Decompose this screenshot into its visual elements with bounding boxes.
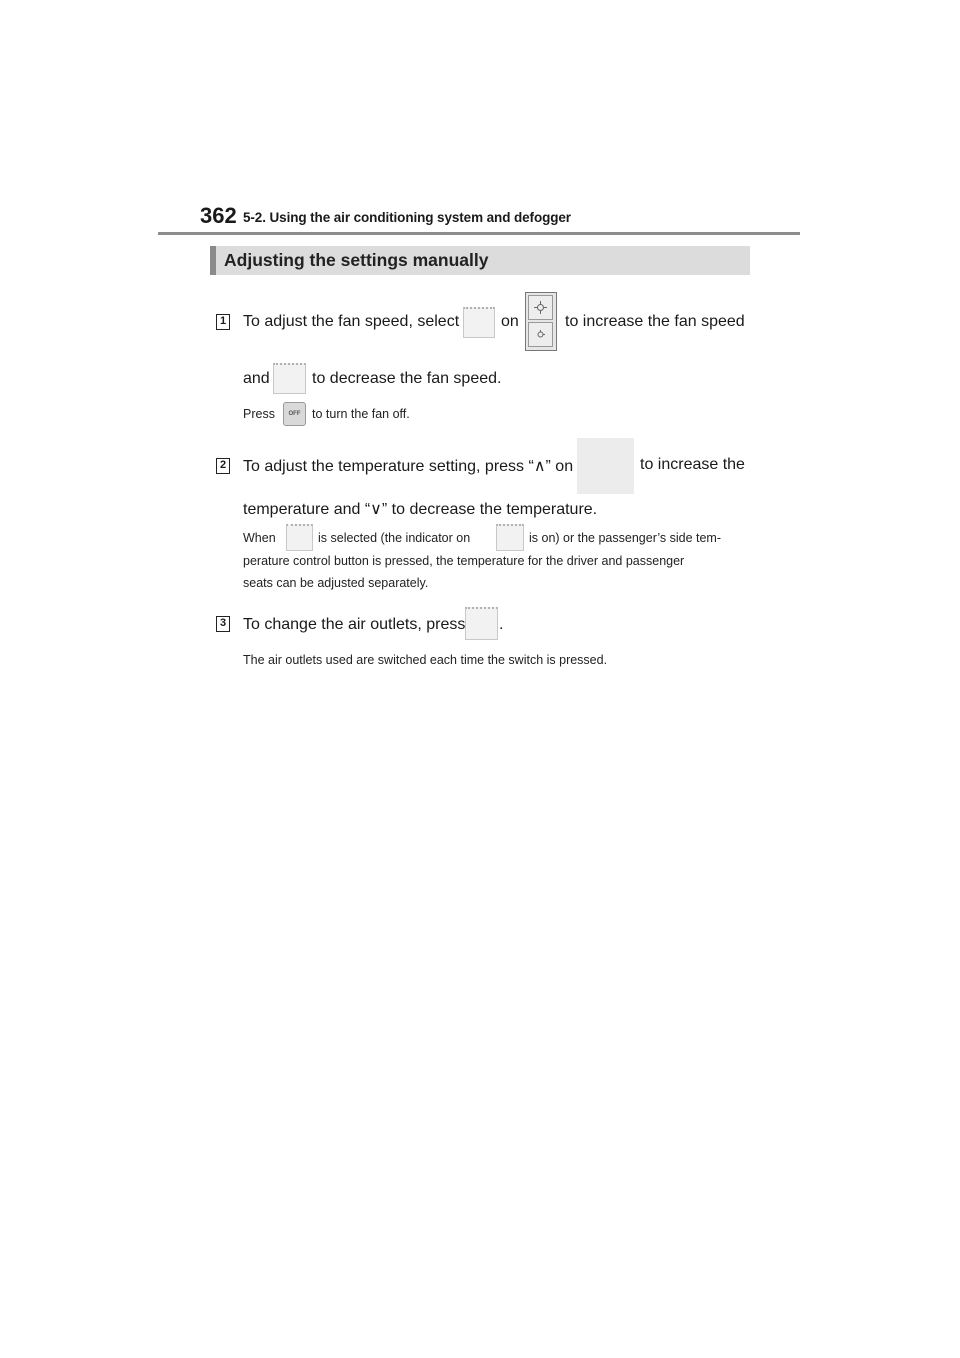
step2-text-b: to increase the [640,456,745,473]
step1-note-a: Press [243,407,275,421]
step-number-3: 3 [216,616,230,632]
step-number-2: 2 [216,458,230,474]
climate-button-icon [286,524,313,551]
step2-note-e: seats can be adjusted separately. [243,576,429,590]
section-heading: Adjusting the settings manually [224,250,489,270]
step1-text-a: To adjust the fan speed, select [243,313,460,330]
header-divider [158,232,800,235]
step1-note-b: to turn the fan off. [312,407,410,421]
air-outlet-button-image [465,607,498,640]
step-number-1: 1 [216,314,230,330]
step1-text-d: and [243,370,270,387]
fan-button-image [463,307,495,338]
fan-control-panel-image [525,292,557,351]
step2-text-c: temperature and “∨” to decrease the temperature. [243,501,598,518]
step3-text-b: . [499,616,504,633]
step2-text-a: To adjust the temperature setting, press “∧” on [243,458,574,475]
step1-text-c: to increase the fan speed [565,313,745,330]
indicator-button-image [496,524,524,551]
temperature-control-image [577,438,634,494]
step1-text-e: to decrease the fan speed. [312,370,502,387]
fan-increase-icon [528,295,553,320]
section-title: 5-2. Using the air conditioning system and defogger [243,210,571,225]
step3-note: The air outlets used are switched each time the switch is pressed. [243,653,608,667]
step3-text-a: To change the air outlets, press [243,616,466,633]
step2-note-b: is selected (the indicator on [318,531,471,545]
page-number: 362 [200,203,237,228]
fan-decrease-icon [528,322,553,347]
step2-note-c: is on) or the passenger’s side tem- [529,531,721,545]
step2-note-a: When [243,531,276,545]
step1-text-b: on [501,313,519,330]
step2-note-d: perature control button is pressed, the temperature for the driver and passenger [243,554,685,568]
fan-decrease-button-image [273,363,306,394]
fan-off-icon: OFF [283,402,306,426]
